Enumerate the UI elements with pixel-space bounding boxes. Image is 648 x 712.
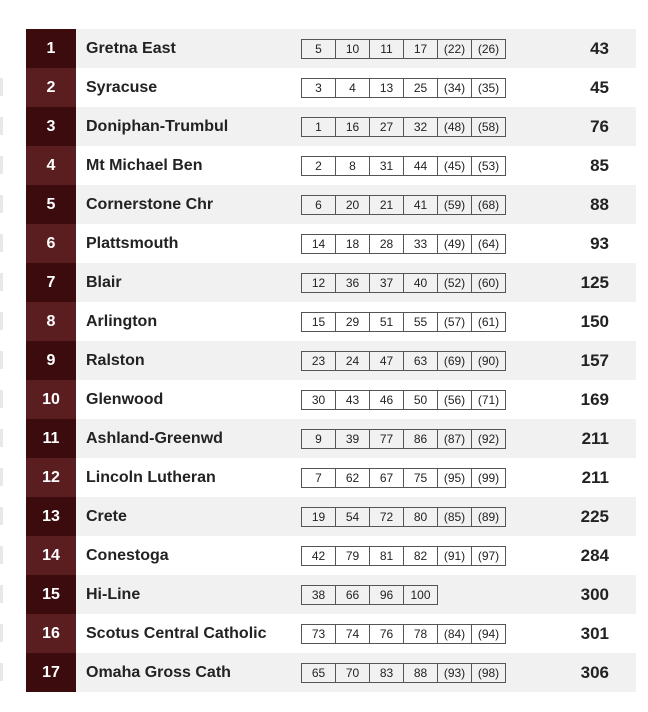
finish-place: 23 bbox=[301, 351, 336, 371]
finish-place: 55 bbox=[403, 312, 438, 332]
rank-cell: 5 bbox=[26, 185, 76, 224]
finish-place: 30 bbox=[301, 390, 336, 410]
team-row bbox=[26, 380, 636, 419]
team-name: Blair bbox=[86, 273, 122, 291]
team-name: Doniphan-Trumbul bbox=[86, 117, 229, 135]
finish-place: (53) bbox=[471, 156, 506, 176]
rank-cell: 13 bbox=[26, 497, 76, 536]
finish-places bbox=[301, 390, 561, 410]
team-row bbox=[26, 497, 636, 536]
team-name: Arlington bbox=[86, 312, 158, 330]
finish-place: 66 bbox=[335, 585, 370, 605]
edge-mark bbox=[0, 624, 3, 642]
finish-place: (60) bbox=[471, 273, 506, 293]
team-score: 169 bbox=[580, 389, 609, 409]
finish-place: (93) bbox=[437, 663, 472, 683]
team-row bbox=[26, 29, 636, 68]
team-name: Cornerstone Chr bbox=[86, 195, 214, 213]
team-name: Scotus Central Catholic bbox=[86, 624, 267, 642]
finish-place: 86 bbox=[403, 429, 438, 449]
team-row bbox=[26, 458, 636, 497]
team-score: 211 bbox=[581, 467, 609, 487]
finish-place: 21 bbox=[369, 195, 404, 215]
team-score: 43 bbox=[590, 38, 609, 58]
finish-places bbox=[301, 156, 561, 176]
team-row bbox=[26, 302, 636, 341]
rank-cell: 6 bbox=[26, 224, 76, 263]
finish-place: 19 bbox=[301, 507, 336, 527]
team-row bbox=[26, 614, 636, 653]
edge-mark bbox=[0, 429, 3, 447]
finish-place: 100 bbox=[403, 585, 438, 605]
finish-place: 18 bbox=[335, 234, 370, 254]
finish-place: 75 bbox=[403, 468, 438, 488]
team-row bbox=[26, 263, 636, 302]
finish-place: 16 bbox=[335, 117, 370, 137]
finish-place: (89) bbox=[471, 507, 506, 527]
finish-place: (94) bbox=[471, 624, 506, 644]
finish-place: 24 bbox=[335, 351, 370, 371]
finish-places bbox=[301, 78, 561, 98]
finish-places bbox=[301, 585, 561, 605]
team-name: Mt Michael Ben bbox=[86, 156, 203, 174]
edge-mark bbox=[0, 546, 3, 564]
finish-place: 74 bbox=[335, 624, 370, 644]
finish-place: 33 bbox=[403, 234, 438, 254]
finish-place: 14 bbox=[301, 234, 336, 254]
finish-place: 17 bbox=[403, 39, 438, 59]
edge-mark bbox=[0, 273, 3, 291]
team-row bbox=[26, 341, 636, 380]
finish-place: 96 bbox=[369, 585, 404, 605]
team-score: 301 bbox=[580, 623, 609, 643]
team-score: 284 bbox=[580, 545, 609, 565]
finish-place: (68) bbox=[471, 195, 506, 215]
rank-cell: 11 bbox=[26, 419, 76, 458]
finish-place: 62 bbox=[335, 468, 370, 488]
finish-place: 31 bbox=[369, 156, 404, 176]
finish-place: 78 bbox=[403, 624, 438, 644]
team-score: 88 bbox=[590, 194, 609, 214]
team-row bbox=[26, 653, 636, 692]
finish-place: (71) bbox=[471, 390, 506, 410]
finish-place: 29 bbox=[335, 312, 370, 332]
team-score: 225 bbox=[580, 506, 609, 526]
finish-place: (52) bbox=[437, 273, 472, 293]
rank-cell: 15 bbox=[26, 575, 76, 614]
team-score: 306 bbox=[580, 662, 609, 682]
finish-place: 65 bbox=[301, 663, 336, 683]
finish-place: 15 bbox=[301, 312, 336, 332]
finish-place: (95) bbox=[437, 468, 472, 488]
finish-places bbox=[301, 507, 561, 527]
team-name: Lincoln Lutheran bbox=[86, 468, 216, 486]
team-name: Crete bbox=[86, 507, 127, 525]
finish-places bbox=[301, 234, 561, 254]
finish-place: 10 bbox=[335, 39, 370, 59]
finish-places bbox=[301, 273, 561, 293]
edge-mark bbox=[0, 312, 3, 330]
finish-place: 6 bbox=[301, 195, 336, 215]
finish-places bbox=[301, 624, 561, 644]
finish-place: (69) bbox=[437, 351, 472, 371]
finish-place: (34) bbox=[437, 78, 472, 98]
finish-place: 3 bbox=[301, 78, 336, 98]
rank-cell: 3 bbox=[26, 107, 76, 146]
team-name: Ashland-Greenwd bbox=[86, 429, 223, 447]
edge-mark bbox=[0, 195, 3, 213]
finish-place: (92) bbox=[471, 429, 506, 449]
finish-place: (45) bbox=[437, 156, 472, 176]
finish-places bbox=[301, 312, 561, 332]
finish-place: 81 bbox=[369, 546, 404, 566]
finish-place: (48) bbox=[437, 117, 472, 137]
finish-place: 80 bbox=[403, 507, 438, 527]
team-score: 85 bbox=[590, 155, 609, 175]
finish-place: 12 bbox=[301, 273, 336, 293]
finish-place: (22) bbox=[437, 39, 472, 59]
finish-place: (58) bbox=[471, 117, 506, 137]
rank-cell: 8 bbox=[26, 302, 76, 341]
edge-mark bbox=[0, 117, 3, 135]
finish-place: 42 bbox=[301, 546, 336, 566]
finish-place: (87) bbox=[437, 429, 472, 449]
finish-place: (64) bbox=[471, 234, 506, 254]
team-row bbox=[26, 185, 636, 224]
finish-place: 83 bbox=[369, 663, 404, 683]
team-row bbox=[26, 224, 636, 263]
rank-cell: 2 bbox=[26, 68, 76, 107]
finish-place: 43 bbox=[335, 390, 370, 410]
rank-cell: 17 bbox=[26, 653, 76, 692]
finish-place: 11 bbox=[369, 39, 404, 59]
finish-place: 67 bbox=[369, 468, 404, 488]
team-score: 76 bbox=[590, 116, 609, 136]
finish-place: 73 bbox=[301, 624, 336, 644]
team-name: Gretna East bbox=[86, 39, 176, 57]
finish-place: 2 bbox=[301, 156, 336, 176]
team-standings-table bbox=[26, 29, 636, 692]
finish-place: (99) bbox=[471, 468, 506, 488]
team-score: 150 bbox=[580, 311, 609, 331]
finish-place: 51 bbox=[369, 312, 404, 332]
finish-place: 82 bbox=[403, 546, 438, 566]
finish-place: 50 bbox=[403, 390, 438, 410]
team-score: 93 bbox=[590, 233, 609, 253]
finish-place: (90) bbox=[471, 351, 506, 371]
finish-place: 32 bbox=[403, 117, 438, 137]
edge-mark bbox=[0, 78, 3, 96]
finish-place: 36 bbox=[335, 273, 370, 293]
team-name: Conestoga bbox=[86, 546, 169, 564]
finish-place: 28 bbox=[369, 234, 404, 254]
finish-place: (56) bbox=[437, 390, 472, 410]
edge-mark bbox=[0, 351, 3, 369]
rank-cell: 10 bbox=[26, 380, 76, 419]
finish-place: (49) bbox=[437, 234, 472, 254]
team-score: 45 bbox=[590, 77, 609, 97]
team-row bbox=[26, 419, 636, 458]
finish-place: 77 bbox=[369, 429, 404, 449]
team-name: Syracuse bbox=[86, 78, 158, 96]
rank-cell: 1 bbox=[26, 29, 76, 68]
finish-place: (98) bbox=[471, 663, 506, 683]
rank-cell: 14 bbox=[26, 536, 76, 575]
finish-place: 5 bbox=[301, 39, 336, 59]
finish-places bbox=[301, 429, 561, 449]
finish-place: 88 bbox=[403, 663, 438, 683]
team-row bbox=[26, 68, 636, 107]
edge-mark bbox=[0, 507, 3, 525]
finish-place: 9 bbox=[301, 429, 336, 449]
finish-place: (97) bbox=[471, 546, 506, 566]
team-score: 125 bbox=[580, 272, 609, 292]
finish-places bbox=[301, 663, 561, 683]
finish-place: 27 bbox=[369, 117, 404, 137]
finish-place: (85) bbox=[437, 507, 472, 527]
team-row bbox=[26, 575, 636, 614]
team-name: Glenwood bbox=[86, 390, 164, 408]
team-name: Ralston bbox=[86, 351, 145, 369]
finish-place: 72 bbox=[369, 507, 404, 527]
edge-mark bbox=[0, 585, 3, 603]
finish-place: 37 bbox=[369, 273, 404, 293]
finish-place: 20 bbox=[335, 195, 370, 215]
edge-mark bbox=[0, 663, 3, 681]
team-name: Omaha Gross Cath bbox=[86, 663, 231, 681]
finish-place: 13 bbox=[369, 78, 404, 98]
finish-place: 46 bbox=[369, 390, 404, 410]
finish-place: 41 bbox=[403, 195, 438, 215]
finish-place: (26) bbox=[471, 39, 506, 59]
team-name: Hi-Line bbox=[86, 585, 141, 603]
edge-mark bbox=[0, 468, 3, 486]
finish-place: 40 bbox=[403, 273, 438, 293]
team-score: 300 bbox=[580, 584, 609, 604]
team-score: 211 bbox=[581, 428, 609, 448]
finish-place: (35) bbox=[471, 78, 506, 98]
team-row bbox=[26, 107, 636, 146]
finish-place: 54 bbox=[335, 507, 370, 527]
finish-places bbox=[301, 117, 561, 137]
finish-place: 25 bbox=[403, 78, 438, 98]
finish-place: (57) bbox=[437, 312, 472, 332]
rank-cell: 4 bbox=[26, 146, 76, 185]
rank-cell: 16 bbox=[26, 614, 76, 653]
finish-place: (61) bbox=[471, 312, 506, 332]
finish-place: 63 bbox=[403, 351, 438, 371]
team-name: Plattsmouth bbox=[86, 234, 179, 252]
finish-places bbox=[301, 195, 561, 215]
finish-place: 8 bbox=[335, 156, 370, 176]
rank-cell: 9 bbox=[26, 341, 76, 380]
finish-place: (91) bbox=[437, 546, 472, 566]
edge-mark bbox=[0, 390, 3, 408]
team-score: 157 bbox=[580, 350, 609, 370]
finish-places bbox=[301, 39, 561, 59]
finish-place: 44 bbox=[403, 156, 438, 176]
edge-mark bbox=[0, 156, 3, 174]
finish-place: (59) bbox=[437, 195, 472, 215]
finish-place: (84) bbox=[437, 624, 472, 644]
finish-places bbox=[301, 351, 561, 371]
team-row bbox=[26, 536, 636, 575]
rank-cell: 7 bbox=[26, 263, 76, 302]
finish-places bbox=[301, 546, 561, 566]
finish-place: 7 bbox=[301, 468, 336, 488]
finish-place: 39 bbox=[335, 429, 370, 449]
finish-place: 76 bbox=[369, 624, 404, 644]
edge-mark bbox=[0, 234, 3, 252]
finish-place: 47 bbox=[369, 351, 404, 371]
finish-places bbox=[301, 468, 561, 488]
team-row bbox=[26, 146, 636, 185]
finish-place: 38 bbox=[301, 585, 336, 605]
finish-place: 70 bbox=[335, 663, 370, 683]
finish-place: 4 bbox=[335, 78, 370, 98]
finish-place: 1 bbox=[301, 117, 336, 137]
rank-cell: 12 bbox=[26, 458, 76, 497]
finish-place: 79 bbox=[335, 546, 370, 566]
